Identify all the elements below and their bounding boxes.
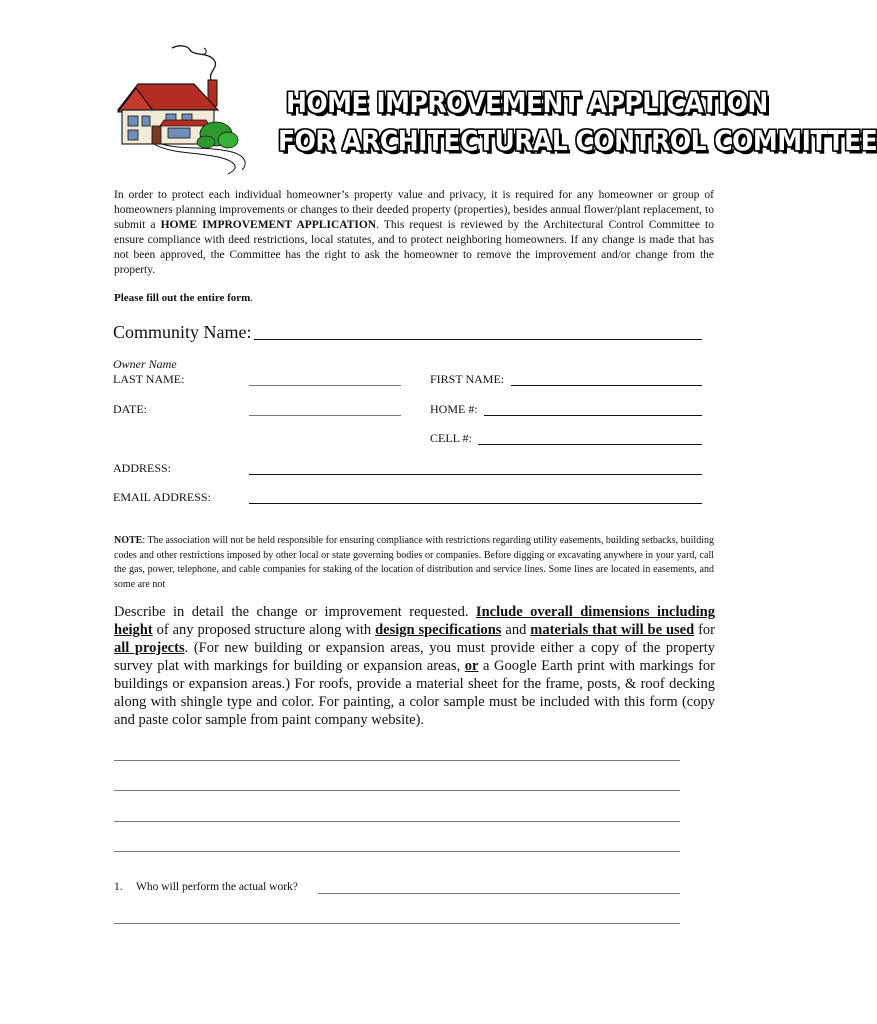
question-1-answer-line-2[interactable] <box>114 923 680 924</box>
question-1-text: Who will perform the actual work? <box>136 881 298 893</box>
describe-text-4: for <box>694 622 716 638</box>
page-title-line-1: HOME IMPROVEMENT APPLICATION <box>286 86 768 119</box>
home-phone-label: HOME #: <box>430 402 478 416</box>
description-line-1[interactable] <box>114 760 680 761</box>
page-title-line-2: FOR ARCHITECTURAL CONTROL COMMITTEE <box>278 124 877 157</box>
community-name-field[interactable] <box>254 339 702 340</box>
home-phone-field[interactable] <box>484 415 702 416</box>
question-1-number: 1. <box>114 881 123 893</box>
describe-text-6: a Google Earth print with markings for buildings or expansion areas.) For roofs, provide a material sheet for the frame, posts, & roof decking along with shingle type and color. For painting, a color sample must be included with this form (copy and paste color sample from paint company website). <box>114 658 715 728</box>
describe-text-1: Describe in detail the change or improvement requested. <box>114 604 476 620</box>
date-label: DATE: <box>113 402 147 416</box>
describe-paragraph <box>114 603 715 729</box>
owner-name-label: Owner Name <box>113 357 177 371</box>
description-line-4[interactable] <box>114 851 680 852</box>
cell-phone-field[interactable] <box>478 444 702 445</box>
house-clipart-icon <box>110 42 250 177</box>
description-line-3[interactable] <box>114 821 680 822</box>
description-line-2[interactable] <box>114 790 680 791</box>
last-name-label: LAST NAME: <box>113 372 185 386</box>
intro-text-1: In order to protect each individual homeowner’s property value and privacy, it is required for any homeowner or group of homeowners planning improvements or changes to their deeded property (properties), besides annual flower/plant replacement, to submit a <box>114 189 714 231</box>
address-field[interactable] <box>249 474 702 475</box>
describe-text-3: and <box>501 622 531 638</box>
describe-text-2: of any proposed structure along with <box>152 622 376 638</box>
intro-text-2: . This request is reviewed by the Architectural Control Committee to ensure compliance with deed restrictions, local statutes, and to protect neighboring homeowners. If any change is made that has not been approved, the Committee has the right to ask the homeowner to remove the improvement and/or change from the property. <box>114 219 714 276</box>
date-field[interactable] <box>249 415 401 416</box>
intro-bold-text: HOME IMPROVEMENT APPLICATION <box>160 219 377 231</box>
last-name-field[interactable] <box>249 385 401 386</box>
email-address-field[interactable] <box>249 503 702 504</box>
instruction-bold: Please fill out the entire form <box>114 292 251 304</box>
describe-emphasis-1: Include overall dimensions including height <box>114 604 715 638</box>
describe-text-5: . (For new building or expansion areas, you must provide either a copy of the property survey plat with markings for building or expansion areas, <box>114 640 716 674</box>
cell-phone-label: CELL #: <box>430 431 472 445</box>
describe-emphasis-4: all projects <box>114 640 185 656</box>
email-address-label: EMAIL ADDRESS: <box>113 490 211 504</box>
describe-emphasis-3: materials that will be used <box>530 622 695 638</box>
note-text: : The association will not be held responsible for ensuring compliance with restrictions regarding utility easements, building setbacks, building codes and other restrictions imposed by other local or state governing bodies or companies. Before digging or excavating anywhere in your yard, call the gas, power, telephone, and cable companies for staking of the location of distribution and service lines. Some lines are located in easements, and some are not <box>114 535 714 590</box>
address-label: ADDRESS: <box>113 461 172 475</box>
note-label: NOTE <box>114 535 143 546</box>
describe-emphasis-5: or <box>464 658 479 674</box>
instruction-text <box>114 292 253 304</box>
first-name-field[interactable] <box>511 385 702 386</box>
first-name-label: FIRST NAME: <box>430 372 505 386</box>
note-paragraph <box>114 534 714 592</box>
intro-paragraph <box>114 188 714 278</box>
describe-emphasis-2: design specifications <box>375 622 502 638</box>
instruction-period: . <box>250 292 254 304</box>
question-1-answer-field[interactable] <box>318 893 680 894</box>
community-name-label: Community Name: <box>113 322 252 342</box>
